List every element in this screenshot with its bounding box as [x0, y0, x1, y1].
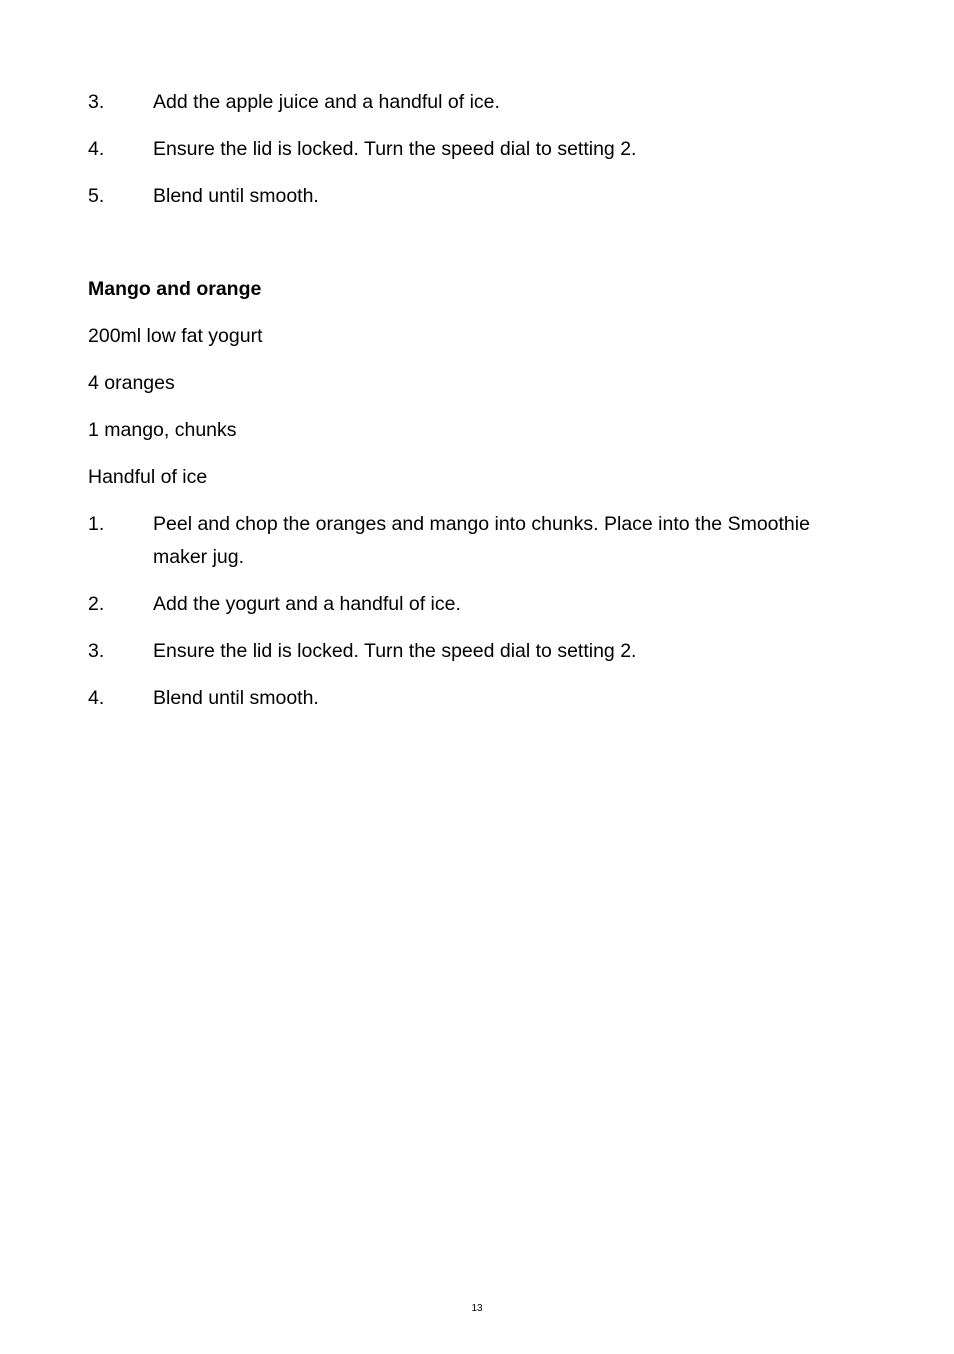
step-item	[88, 180, 868, 213]
step-item	[88, 682, 868, 715]
ingredient-item: 200ml low fat yogurt	[88, 325, 263, 347]
step-text: Ensure the lid is locked. Turn the speed dial to setting 2.	[153, 138, 637, 160]
step-number: 1.	[88, 513, 105, 535]
step-number: 3.	[88, 640, 105, 662]
step-item	[88, 635, 868, 668]
step-number: 3.	[88, 91, 105, 113]
step-text: Blend until smooth.	[153, 687, 319, 709]
page-number: 13	[471, 1303, 483, 1314]
step-text: Add the apple juice and a handful of ice.	[153, 91, 500, 113]
step-item	[88, 508, 868, 574]
step-number: 4.	[88, 138, 105, 160]
step-text: Blend until smooth.	[153, 185, 319, 207]
step-text: Ensure the lid is locked. Turn the speed dial to setting 2.	[153, 640, 637, 662]
step-item	[88, 133, 868, 166]
step-number: 5.	[88, 185, 105, 207]
ingredient-item: 1 mango, chunks	[88, 419, 237, 441]
step-number: 4.	[88, 687, 105, 709]
step-item	[88, 588, 868, 621]
step-number: 2.	[88, 593, 105, 615]
recipe-title: Mango and orange	[88, 278, 262, 300]
step-item	[88, 86, 868, 119]
ingredient-item: 4 oranges	[88, 372, 175, 394]
step-text: Peel and chop the oranges and mango into chunks. Place into the Smoothie maker jug.	[153, 513, 810, 568]
step-text: Add the yogurt and a handful of ice.	[153, 593, 461, 615]
ingredient-item: Handful of ice	[88, 466, 208, 488]
document-page	[88, 86, 868, 729]
section-gap	[88, 227, 868, 273]
